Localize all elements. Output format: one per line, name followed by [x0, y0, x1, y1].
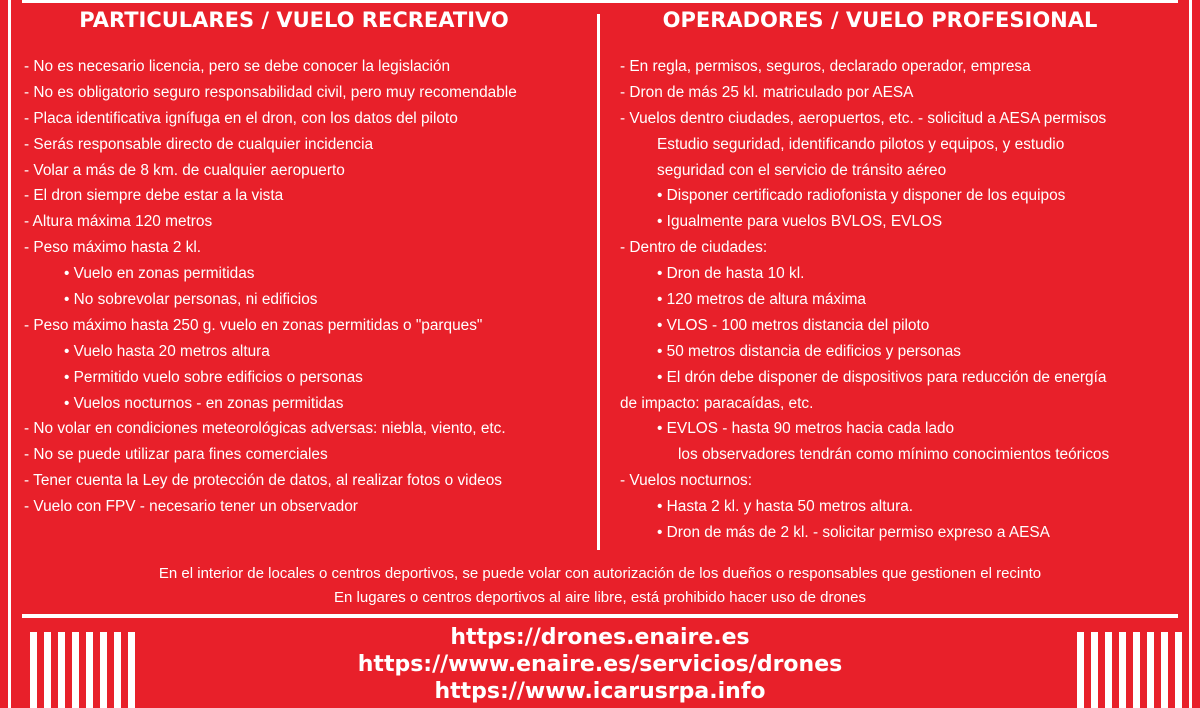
list-item: - Dron de más 25 kl. matriculado por AESA [620, 83, 914, 101]
list-item: • No sobrevolar personas, ni edificios [64, 291, 318, 309]
recreational-list [24, 54, 589, 520]
top-border [22, 0, 1178, 3]
list-item: • Disponer certificado radiofonista y disponer de los equipos [657, 187, 1066, 205]
professional-title: OPERADORES / VUELO PROFESIONAL [662, 8, 1098, 32]
list-item: • EVLOS - hasta 90 metros hacia cada lado [657, 420, 955, 438]
list-item: - Peso máximo hasta 2 kl. [24, 239, 202, 257]
list-item: - El dron siempre debe estar a la vista [24, 187, 284, 205]
list-item: - Vuelos nocturnos: [620, 472, 753, 490]
list-item: • Vuelo en zonas permitidas [64, 265, 255, 283]
list-item: • El drón debe disponer de dispositivos para reducción de energía [657, 368, 1107, 386]
link-icarusrpa[interactable]: https://www.icarusrpa.info [434, 679, 766, 704]
note-indoor: En el interior de locales o centros deportivos, se puede volar con autorización de los dueños o responsables que gestionen el recinto [158, 565, 1042, 582]
list-item: • Dron de hasta 10 kl. [657, 265, 805, 283]
list-item: • Vuelo hasta 20 metros altura [64, 342, 270, 360]
list-item: - Altura máxima 120 metros [24, 213, 213, 231]
list-item: - No es obligatorio seguro responsabilidad civil, pero muy recomendable [24, 83, 517, 101]
list-item: - Dentro de ciudades: [620, 239, 768, 257]
list-item: - Volar a más de 8 km. de cualquier aeropuerto [24, 161, 345, 179]
list-item: • VLOS - 100 metros distancia del piloto [657, 316, 930, 334]
list-item: seguridad con el servicio de tránsito aéreo [657, 161, 947, 179]
list-item: - Placa identificativa ignífuga en el dron, con los datos del piloto [24, 109, 458, 127]
footer-notes [0, 562, 1200, 610]
list-item: • 50 metros distancia de edificios y personas [657, 342, 961, 360]
link-enaire-servicios[interactable]: https://www.enaire.es/servicios/drones [357, 652, 843, 677]
list-item: • Permitido vuelo sobre edificios o personas [64, 368, 363, 386]
list-item: - En regla, permisos, seguros, declarado operador, empresa [620, 58, 1031, 75]
list-item: - Vuelos dentro ciudades, aeropuertos, etc. - solicitud a AESA permisos [620, 109, 1107, 127]
list-item: - Vuelo con FPV - necesario tener un observador [24, 498, 358, 516]
column-divider [597, 14, 600, 550]
list-item: - No es necesario licencia, pero se debe conocer la legislación [24, 58, 451, 75]
list-item: de impacto: paracaídas, etc. [620, 394, 814, 412]
professional-list [620, 54, 1180, 546]
professional-column [620, 8, 1180, 546]
list-item: • Dron de más de 2 kl. - solicitar permiso expreso a AESA [657, 524, 1050, 542]
list-item: • 120 metros de altura máxima [657, 291, 866, 309]
list-item: los observadores tendrán como mínimo conocimientos teóricos [678, 446, 1110, 464]
list-item: • Vuelos nocturnos - en zonas permitidas [64, 394, 344, 412]
list-item: • Hasta 2 kl. y hasta 50 metros altura. [657, 498, 914, 516]
list-item: - No volar en condiciones meteorológicas adversas: niebla, viento, etc. [24, 420, 506, 438]
list-item: • Igualmente para vuelos BVLOS, EVLOS [657, 213, 943, 231]
list-item: - No se puede utilizar para fines comerciales [24, 446, 328, 464]
footer-divider [22, 614, 1178, 618]
list-item: - Tener cuenta la Ley de protección de datos, al realizar fotos o videos [24, 472, 502, 490]
list-item: Estudio seguridad, identificando pilotos y equipos, y estudio [657, 135, 1065, 153]
note-outdoor: En lugares o centros deportivos al aire libre, está prohibido hacer uso de drones [334, 589, 866, 606]
list-item: - Serás responsable directo de cualquier incidencia [24, 135, 374, 153]
list-item: - Peso máximo hasta 250 g. vuelo en zonas permitidas o "parques" [24, 316, 483, 334]
recreational-title: PARTICULARES / VUELO RECREATIVO [79, 8, 509, 32]
recreational-column [24, 8, 589, 520]
link-drones-enaire[interactable]: https://drones.enaire.es [450, 625, 750, 650]
links-block [0, 624, 1200, 705]
